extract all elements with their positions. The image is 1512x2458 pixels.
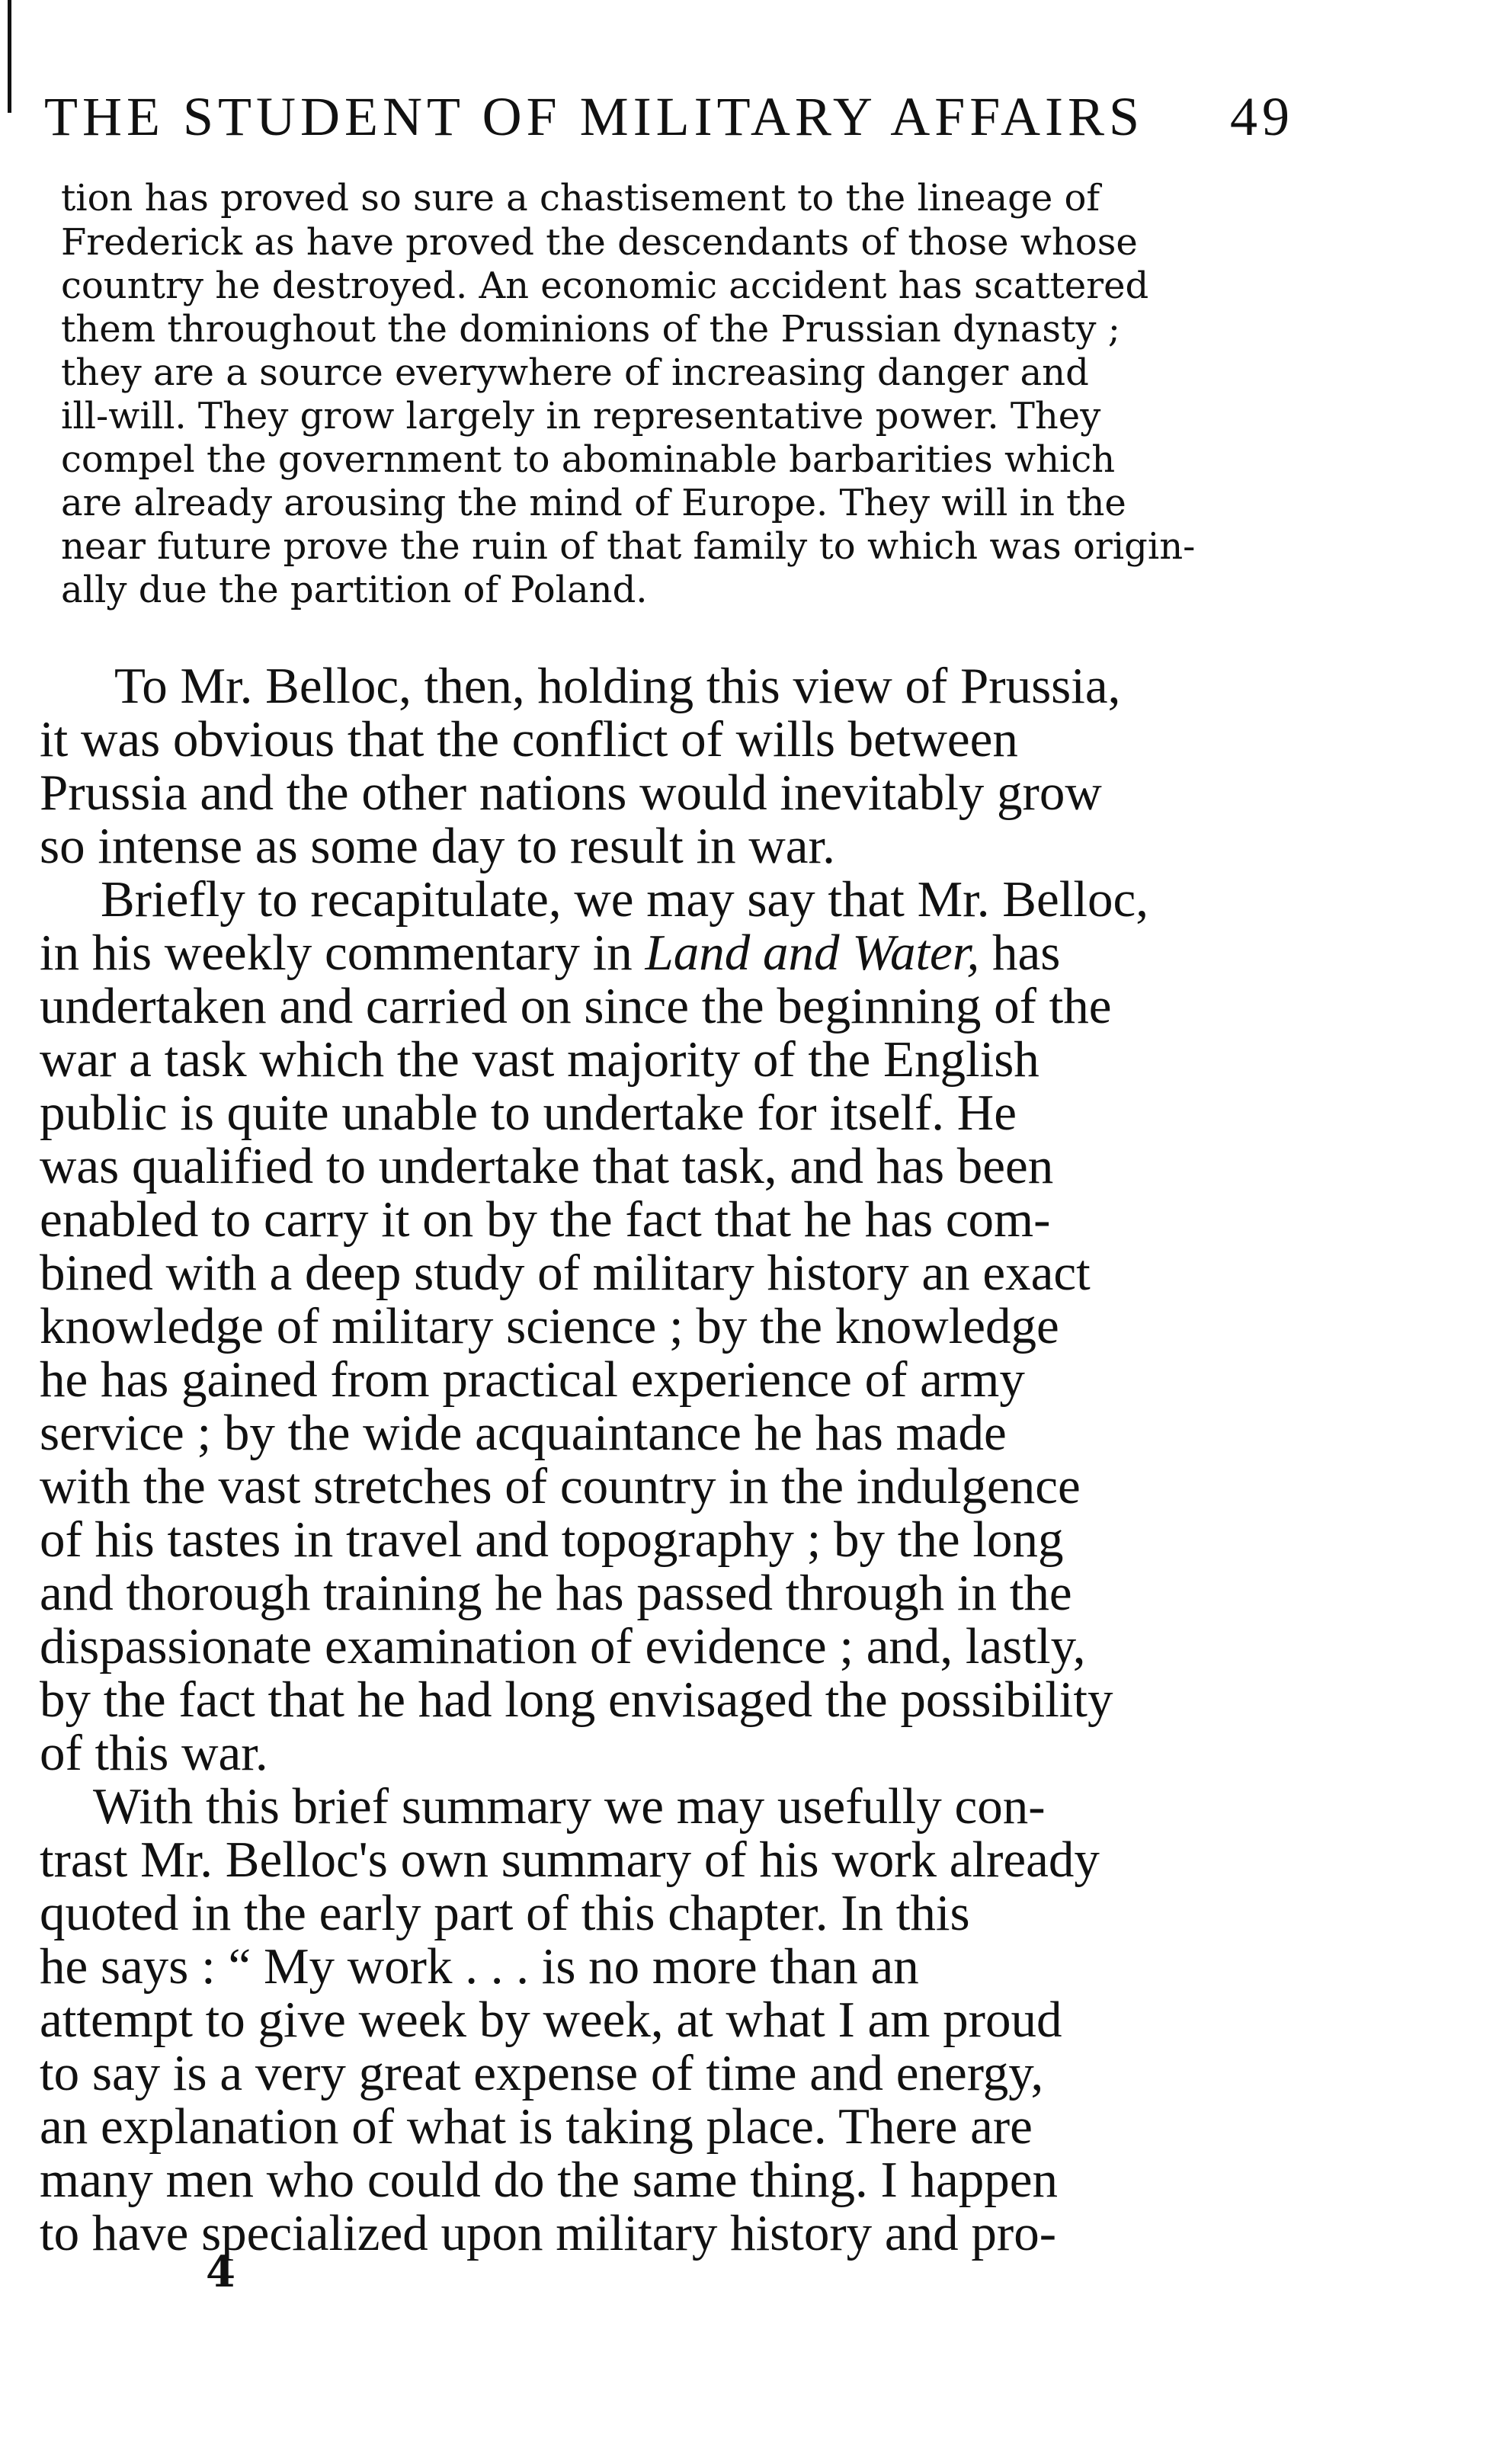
signature-mark: 4 bbox=[206, 2247, 235, 2297]
quote-line: country he destroyed. An economic accident has scattered bbox=[61, 264, 1149, 307]
quote-line: them throughout the dominions of the Prussian dynasty ; bbox=[61, 308, 1120, 351]
body-line: To Mr. Belloc, then, holding this view of Prussia, bbox=[114, 658, 1121, 714]
page-number: 49 bbox=[1230, 86, 1294, 147]
body-line: public is quite unable to undertake for itself. He bbox=[40, 1085, 1017, 1141]
body-line: Prussia and the other nations would inevitably grow bbox=[40, 764, 1102, 821]
body-line: With this brief summary we may usefully con- bbox=[93, 1778, 1046, 1835]
quote-line: are already arousing the mind of Europe. They will in the bbox=[61, 482, 1126, 524]
publication-title: Land and Water, bbox=[645, 925, 980, 981]
body-line: he has gained from practical experience of army bbox=[40, 1351, 1025, 1408]
body-line: many men who could do the same thing. I happen bbox=[40, 2152, 1058, 2208]
body-line: an explanation of what is taking place. There are bbox=[40, 2098, 1033, 2155]
body-line-end: has bbox=[979, 925, 1061, 981]
body-line: knowledge of military science ; by the knowledge bbox=[40, 1298, 1059, 1354]
quote-line: ill-will. They grow largely in representative power. They bbox=[61, 395, 1101, 437]
body-line: bined with a deep study of military history an exact bbox=[40, 1245, 1091, 1301]
body-line: and thorough training he has passed through in the bbox=[40, 1565, 1072, 1621]
quote-line: tion has proved so sure a chastisement to the lineage of bbox=[61, 177, 1100, 220]
body-line: so intense as some day to result in war. bbox=[40, 818, 835, 874]
body-line: attempt to give week by week, at what I am proud bbox=[40, 1992, 1062, 2048]
body-line: it was obvious that the conflict of wills between bbox=[40, 711, 1018, 768]
body-line: service ; by the wide acquaintance he has made bbox=[40, 1405, 1007, 1461]
body-line: undertaken and carried on since the beginning of the bbox=[40, 978, 1112, 1034]
body-line: trast Mr. Belloc's own summary of his work already bbox=[40, 1831, 1100, 1888]
body-line: to have specialized upon military history and pro- bbox=[40, 2205, 1057, 2261]
quote-line: they are a source everywhere of increasing danger and bbox=[61, 351, 1089, 394]
body-line: by the fact that he had long envisaged the possibility bbox=[40, 1671, 1113, 1728]
body-line: was qualified to undertake that task, and has been bbox=[40, 1138, 1054, 1194]
body-line: to say is a very great expense of time and energy, bbox=[40, 2045, 1044, 2101]
scan-edge-rule bbox=[8, 0, 11, 113]
body-line: quoted in the early part of this chapter. In this bbox=[40, 1885, 970, 1941]
quote-line: ally due the partition of Poland. bbox=[61, 569, 648, 611]
quote-line: compel the government to abominable barbarities which bbox=[61, 438, 1116, 481]
body-line: of his tastes in travel and topography ; by the long bbox=[40, 1511, 1064, 1568]
body-line: dispassionate examination of evidence ; and, lastly, bbox=[40, 1618, 1086, 1674]
body-line: with the vast stretches of country in the indulgence bbox=[40, 1458, 1081, 1514]
body-line: enabled to carry it on by the fact that he has com- bbox=[40, 1191, 1051, 1248]
quote-line: Frederick as have proved the descendants of those whose bbox=[61, 221, 1138, 264]
running-title: THE STUDENT OF MILITARY AFFAIRS bbox=[44, 86, 1145, 147]
body-line bbox=[40, 926, 1060, 979]
body-line: of this war. bbox=[40, 1725, 268, 1781]
body-line: he says : “ My work . . . is no more than an bbox=[40, 1938, 919, 1995]
body-line: war a task which the vast majority of the English bbox=[40, 1031, 1040, 1088]
running-header bbox=[44, 85, 1294, 169]
body-line-start: in his weekly commentary in bbox=[40, 925, 645, 981]
quote-line: near future prove the ruin of that family to which was origin- bbox=[61, 525, 1196, 568]
body-line: Briefly to recapitulate, we may say that Mr. Belloc, bbox=[101, 871, 1148, 928]
